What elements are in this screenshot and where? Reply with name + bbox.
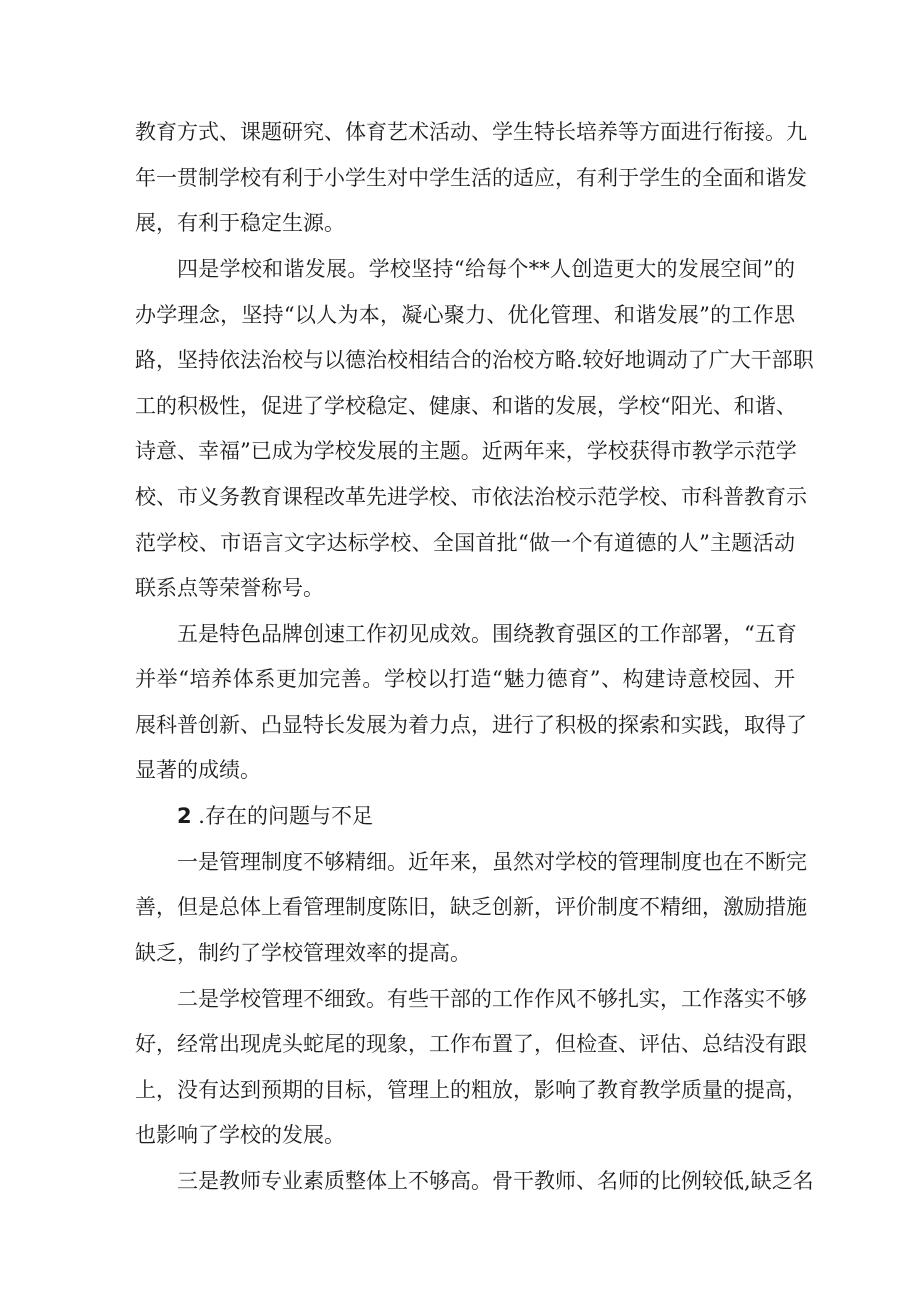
paragraph-line: 四是学校和谐发展。学校坚持“给每个**人创造更大的发展空间”的 [177,257,795,281]
paragraph-line: 校、市义务教育课程改革先进学校、市依法治校示范学校、市科普教育示 [135,485,807,509]
paragraph-line: 显著的成绩。 [135,758,261,782]
paragraph-line: 年一贯制学校有利于小学生对中学生活的适应，有利于学生的全面和谐发 [135,166,807,190]
paragraph-line: 路，坚持依法治校与以德治校相结合的治校方略.较好地调动了广大干部职 [135,348,814,372]
paragraph-line: 缺乏，制约了学校管理效率的提高。 [135,941,471,965]
paragraph-line: 好，经常出现虎头蛇尾的现象，工作布置了，但检查、评估、总结没有跟 [135,1032,807,1056]
paragraph-line: 办学理念，坚持“以人为本，凝心聚力、优化管理、和谐发展”的工作思 [135,303,795,327]
paragraph-line: 五是特色品牌创速工作初见成效。围绕教育强区的工作部署，“五育 [177,622,797,646]
paragraph-line: 展，有利于稳定生源。 [135,211,345,235]
paragraph-line: 并举“培养体系更加完善。学校以打造“魅力德育”、构建诗意校园、开 [135,667,795,691]
paragraph-line: 善，但是总体上看管理制度陈旧，缺乏创新，评价制度不精细，激励措施 [135,895,807,919]
paragraph-line: 三是教师专业素质整体上不够高。骨干教师、名师的比例较低,缺乏名 [177,1169,814,1193]
section-number: 2 [177,804,192,828]
paragraph-line: 也影响了学校的发展。 [135,1123,345,1147]
paragraph-line: 展科普创新、凸显特长发展为着力点，进行了积极的探索和实践，取得了 [135,713,807,737]
paragraph-line: 诗意、幸福”已成为学校发展的主题。近两年来，学校获得市教学示范学 [135,439,797,463]
paragraph-line: 工的积极性，促进了学校稳定、健康、和谐的发展，学校“阳光、和谐、 [135,394,797,418]
paragraph-line: 二是学校管理不细致。有些干部的工作作风不够扎实，工作落实不够 [177,987,807,1011]
paragraph-line: 联系点等荣誉称号。 [135,576,324,600]
paragraph-line: 上，没有达到预期的目标，管理上的粗放，影响了教育教学质量的提高， [135,1078,807,1102]
section-heading [177,802,795,830]
paragraph-line: 一是管理制度不够精细。近年来，虽然对学校的管理制度也在不断完 [177,850,807,874]
paragraph-line: 教育方式、课题研究、体育艺术活动、学生特长培养等方面进行衔接。九 [135,120,807,144]
section-title: .存在的问题与不足 [191,804,373,828]
paragraph-line: 范学校、市语言文字达标学校、全国首批“做一个有道德的人”主题活动 [135,531,795,555]
